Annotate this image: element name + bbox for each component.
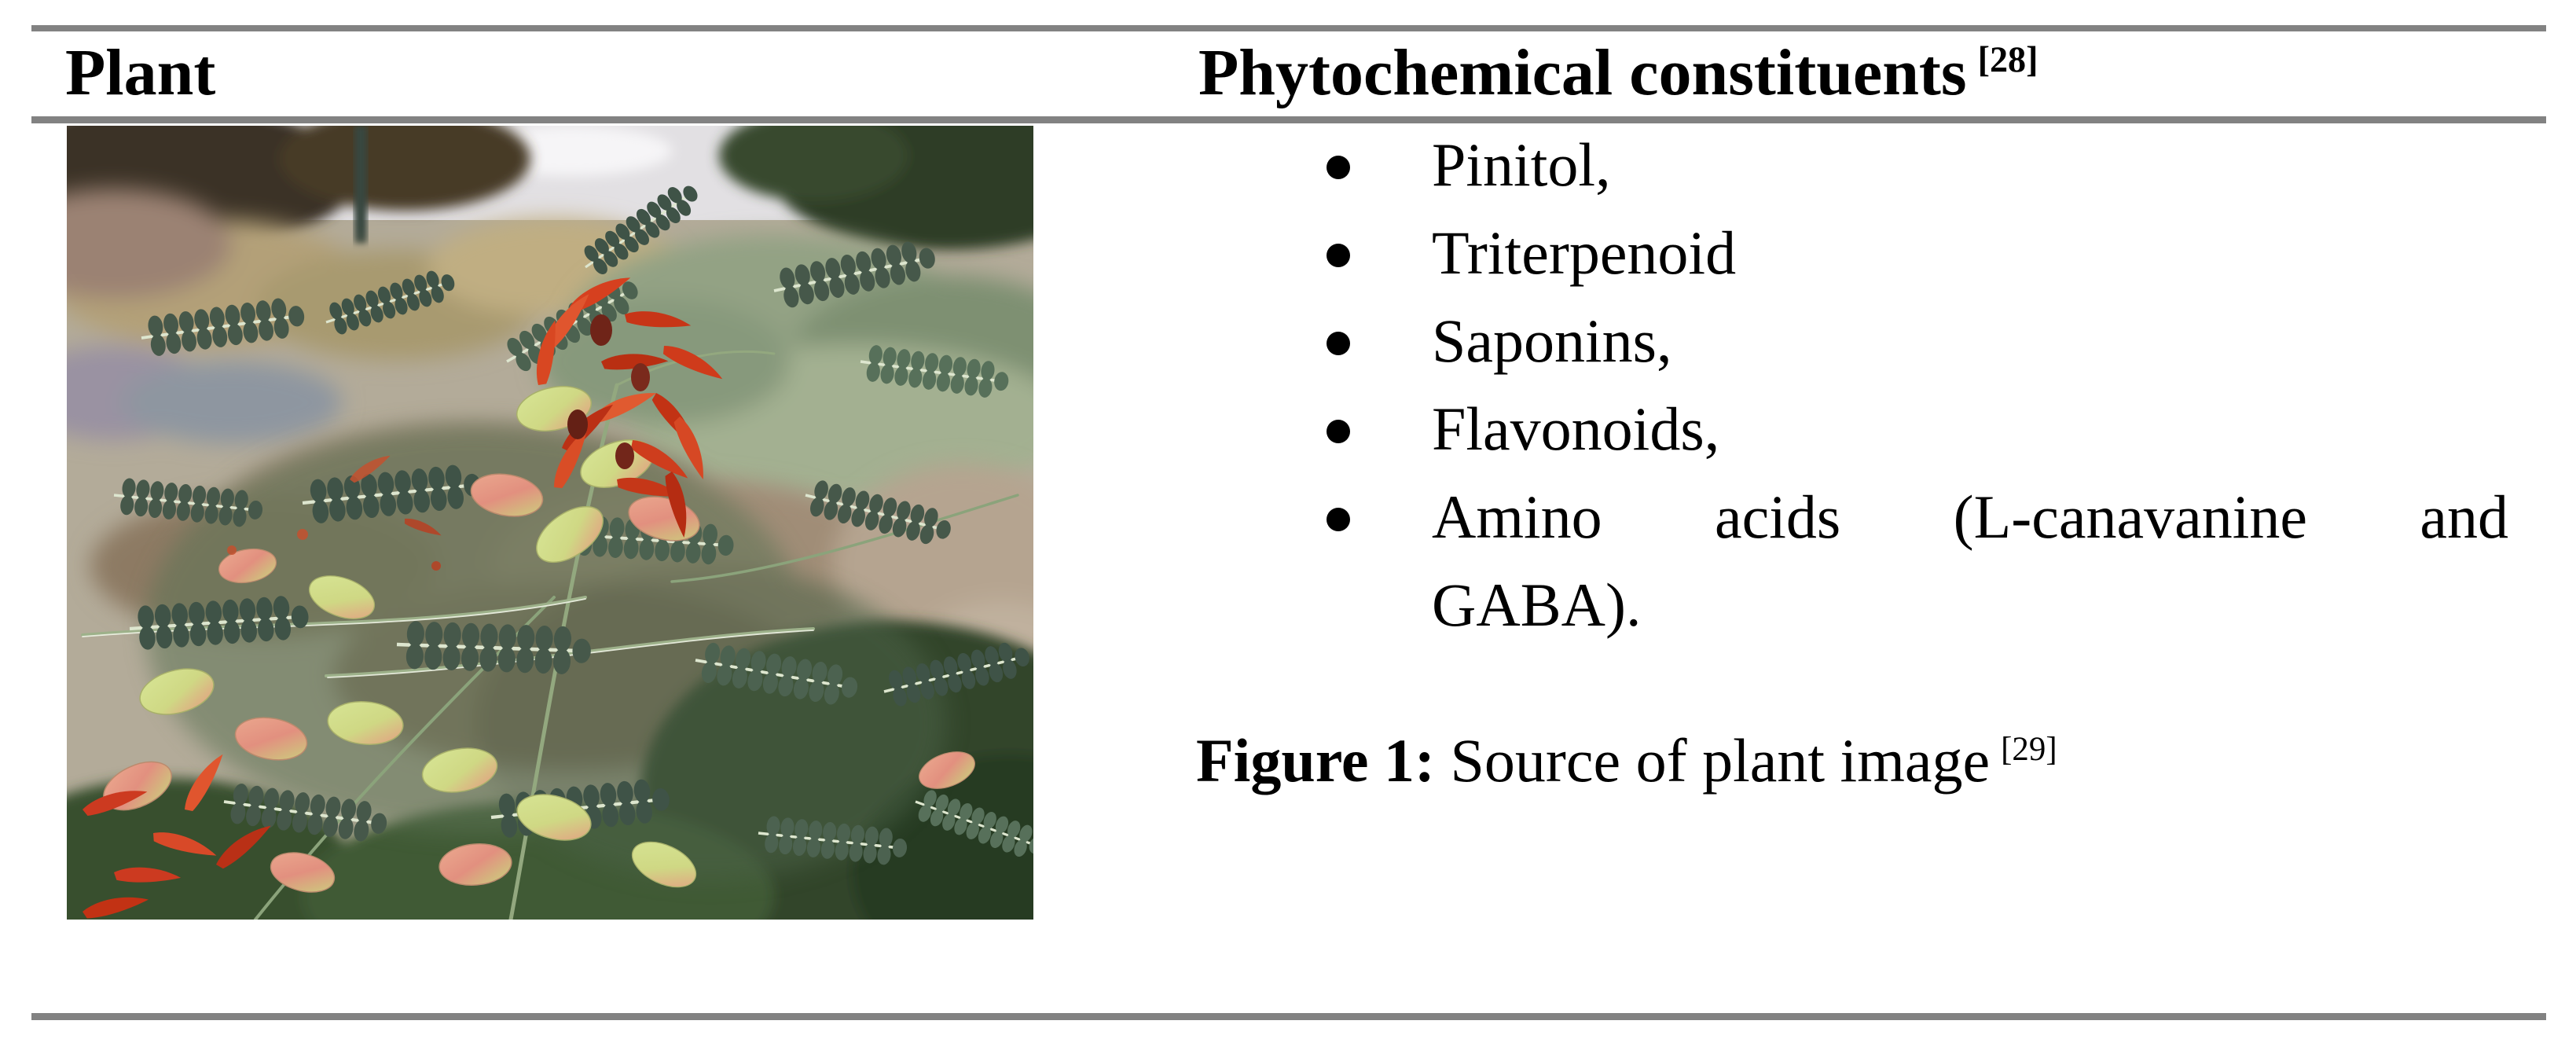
plant-photo-illustration [67,126,1033,920]
list-item-amino-acids [1320,473,2508,649]
plant-photo [67,126,1033,920]
column-header-phytochemicals-label: Phytochemical constituents [1198,36,1967,109]
column-header-phytochemicals [1198,35,2038,111]
table-bottom-rule [31,1013,2546,1020]
column-header-plant [65,35,215,111]
list-item-flavonoids: Flavonoids, [1320,385,2508,473]
citation-ref-29: [29] [2001,731,2057,768]
list-item-pinitol: Pinitol, [1320,121,2508,209]
figure-caption-label: Figure 1: [1196,726,1436,795]
citation-ref-28: [28] [1977,39,2038,79]
amino-acids-line-1: Amino acids (L-canavanine and [1432,483,2508,551]
figure-caption [1196,717,2057,805]
column-header-plant-label: Plant [65,36,216,109]
figure-caption-text: Source of plant image [1435,726,1991,795]
list-item-triterpenoid: Triterpenoid [1320,209,2508,297]
table-top-rule [31,25,2546,31]
list-item-saponins: Saponins, [1320,297,2508,385]
phytochemical-list [1320,121,2508,649]
amino-acids-line-2: GABA). [1432,571,1642,639]
